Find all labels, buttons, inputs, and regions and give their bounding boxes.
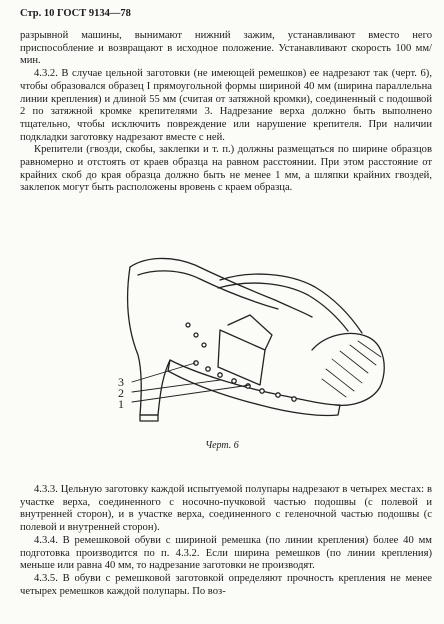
shoe-vamp <box>220 274 362 333</box>
paragraph: 4.3.2. В случае цельной заготовки (не имеющей ремешков) ее надрезают так (черт. 6), чтобы образовался образец I прямоугольной формы шириной 40 мм (ширина параллельна линии крепления) и длиной 55 мм (считая от затяжной кромки), соединенный с подошвой 2 по затяжной кромке крепителями 3. Надрезание верха должно быть выполнено тщательно, чтобы исключить повреждение или нарушение крепителя. При наличии подкладки заготовку надрезают вместе с ней. <box>20 68 432 143</box>
paragraph: Крепители (гвозди, скобы, заклепки и т. п.) должны размещаться по ширине образцов равномерно и отстоять от краев образца на равном расстоянии. При этом расстояние от крайних скоб до края образца должно быть не менее 1 мм, а шляпки крайних гвоздей, заклепок могут быть расположены вровень с краем образца. <box>20 144 432 194</box>
paragraph: 4.3.4. В ремешковой обуви с шириной ремешка (по линии крепления) более 40 мм подготовка производится по п. 4.3.2. Если ширина ремешков (по линии крепления) меньше или равна 40 мм, то надрезание заготовки не производят. <box>20 534 432 572</box>
shoe-upper-inner <box>138 271 278 309</box>
fasteners <box>186 323 296 401</box>
text-block-bottom <box>20 484 432 598</box>
figure-caption: Черт. 6 <box>205 440 239 451</box>
figure-label-2: 2 <box>118 386 124 400</box>
shoe-heel <box>128 267 170 415</box>
shoe-toe <box>312 333 384 405</box>
specimen-flap <box>228 315 272 350</box>
shoe-vamp-inner <box>218 283 348 331</box>
shoe-heel-front <box>140 415 158 421</box>
shoe-drawing <box>100 255 390 440</box>
figure-label-1: 1 <box>118 397 124 411</box>
specimen-cut <box>218 330 265 385</box>
text-block-top <box>20 30 432 195</box>
page-header: Стр. 10 ГОСТ 9134—78 <box>20 8 131 19</box>
shoe-toe-hatch <box>322 341 381 397</box>
figure-label-3: 3 <box>118 375 124 389</box>
paragraph: 4.3.3. Цельную заготовку каждой испытуемой полупары надрезают в четырех местах: в участке верха, соединенного с носочно-пучковой частью подошвы (с полевой и внутренней сторон), и в участке верха, соединенного с геленочной частью подошвы (с полевой и внутренней сторон). <box>20 484 432 534</box>
paragraph: 4.3.5. В обуви с ремешковой заготовкой определяют прочность крепления не менее четырех ремешков каждой полупары. По воз- <box>20 572 432 597</box>
shoe-sole <box>168 360 340 416</box>
paragraph: разрывной машины, вынимают нижний зажим, устанавливают вместо него приспособление и возвращают в исходное положение. Устанавливают скорость 100 мм/мин. <box>20 30 432 67</box>
